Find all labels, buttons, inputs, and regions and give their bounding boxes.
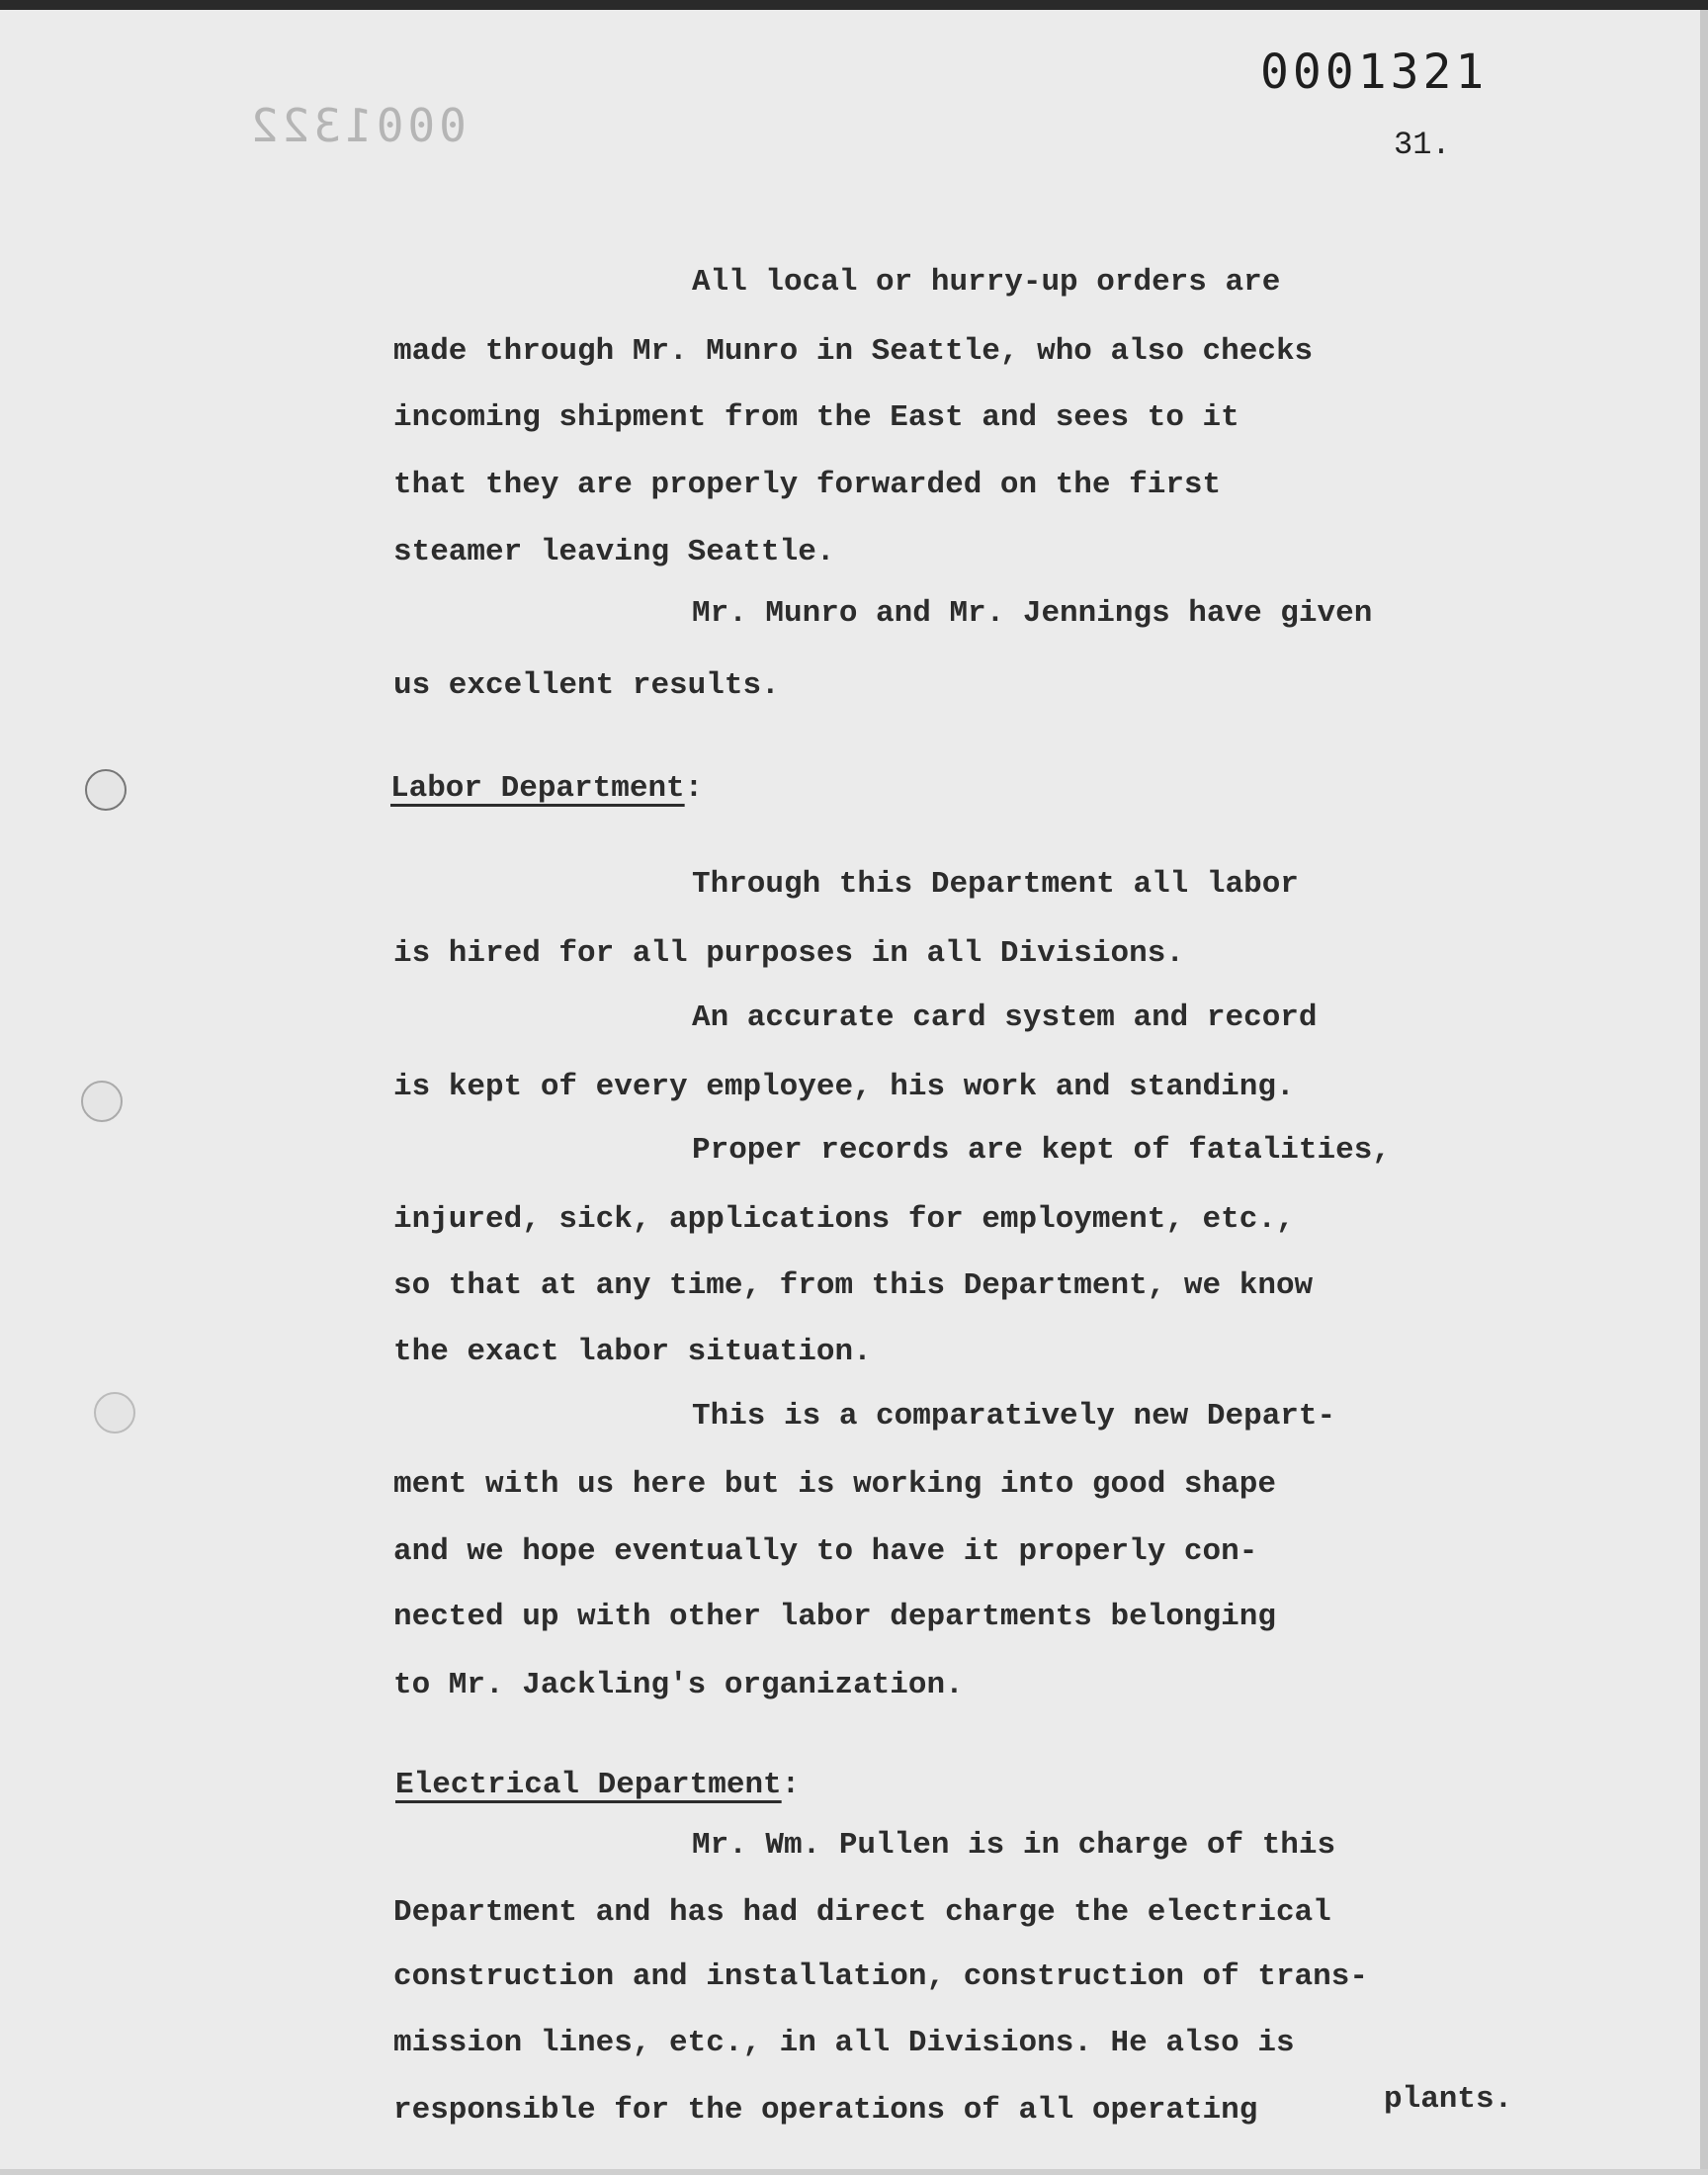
electrical-department-heading	[395, 1768, 800, 1802]
text-line: Proper records are kept of fatalities,	[692, 1133, 1391, 1168]
text-line: is hired for all purposes in all Divisions.	[393, 936, 1184, 971]
text-line: An accurate card system and record	[692, 1000, 1318, 1035]
text-line: mission lines, etc., in all Divisions. He also is	[393, 2026, 1295, 2060]
text-line: injured, sick, applications for employment, etc.,	[393, 1202, 1295, 1237]
text-line: made through Mr. Munro in Seattle, who also checks	[393, 334, 1314, 369]
text-line: This is a comparatively new Depart-	[692, 1399, 1336, 1434]
text-line: Mr. Munro and Mr. Jennings have given	[692, 596, 1373, 631]
heading-colon: :	[781, 1768, 801, 1802]
text-line: that they are properly forwarded on the first	[393, 468, 1222, 502]
scan-top-edge	[0, 0, 1708, 10]
electrical-heading-text: Electrical Department	[395, 1768, 782, 1802]
labor-department-heading	[390, 771, 703, 806]
text-line: responsible for the operations of all operating	[393, 2093, 1258, 2128]
text-line: is kept of every employee, his work and standing.	[393, 1070, 1295, 1104]
text-line: so that at any time, from this Department, we know	[393, 1268, 1314, 1303]
text-line: plants.	[1384, 2082, 1513, 2117]
text-line: Department and has had direct charge the electrical	[393, 1895, 1331, 1930]
bleed-through-stamp: 0001322	[247, 99, 467, 152]
text-line: incoming shipment from the East and sees to it	[393, 400, 1239, 435]
heading-colon: :	[684, 771, 704, 806]
punch-hole-icon	[81, 1081, 123, 1122]
scan-right-edge	[1700, 10, 1708, 2169]
punch-hole-icon	[94, 1392, 135, 1434]
text-line: the exact labor situation.	[393, 1335, 872, 1369]
text-line: to Mr. Jackling's organization.	[393, 1668, 964, 1702]
text-line: nected up with other labor departments belonging	[393, 1600, 1276, 1634]
page-number: 31.	[1394, 127, 1451, 163]
text-line: us excellent results.	[393, 668, 780, 703]
scan-bottom-edge	[0, 2169, 1708, 2175]
text-line: All local or hurry-up orders are	[692, 265, 1281, 300]
text-line: Through this Department all labor	[692, 867, 1299, 902]
labor-heading-text: Labor Department	[390, 771, 685, 806]
text-line: ment with us here but is working into good shape	[393, 1467, 1276, 1502]
text-line: steamer leaving Seattle.	[393, 535, 835, 569]
text-line: construction and installation, construction of trans-	[393, 1959, 1368, 1994]
punch-hole-icon	[85, 769, 127, 811]
document-stamp-number: 0001321	[1260, 44, 1489, 100]
text-line: and we hope eventually to have it properly con-	[393, 1534, 1258, 1569]
text-line: Mr. Wm. Pullen is in charge of this	[692, 1828, 1336, 1863]
